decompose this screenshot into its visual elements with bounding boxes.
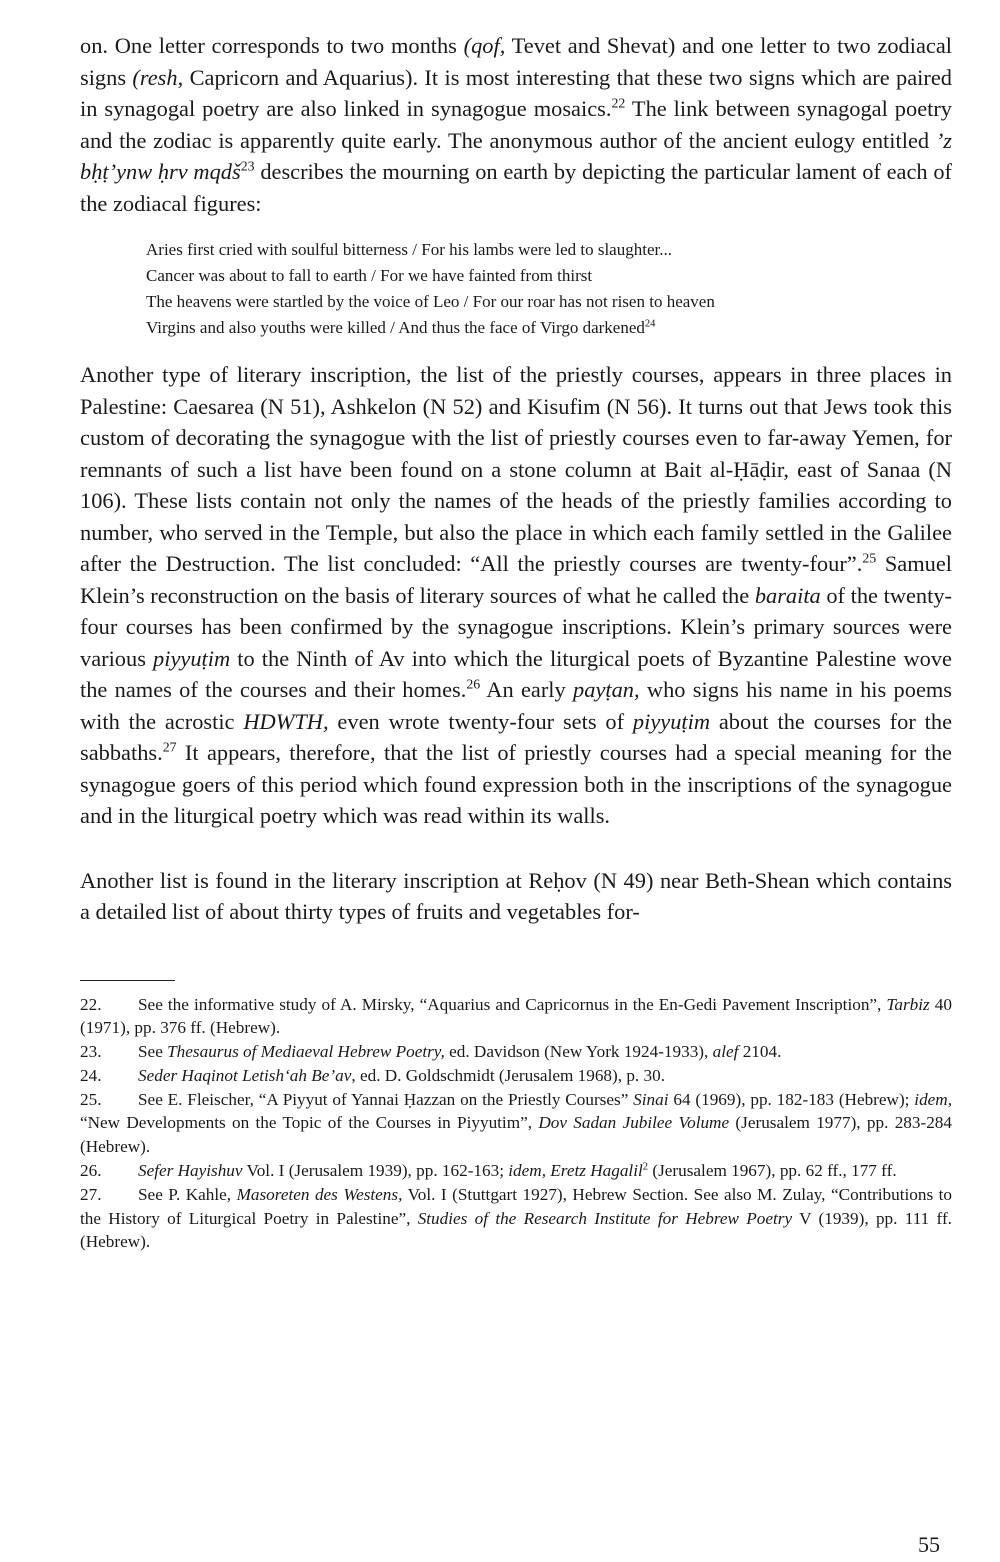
- footnote-24: [80, 1064, 952, 1088]
- footnote-number: 23.: [80, 1042, 102, 1062]
- paragraph-zodiac-poetry: [80, 30, 952, 219]
- text-segment: Another list is found in the literary inscription at Reḥov (N 49) near Beth-Shean which contains a detailed list of about thirty types of fruits and vegetables for-: [80, 867, 952, 924]
- italic-text: idem,: [914, 1089, 953, 1109]
- italic-text: Sinai: [633, 1089, 669, 1109]
- italic-text: idem, Eretz Hagalil: [508, 1161, 643, 1181]
- text-segment: V (1939), pp. 111 ff. (Hebrew).: [80, 1208, 952, 1252]
- footnote-27: [80, 1183, 952, 1254]
- text-segment: Another type of literary inscription, the list of the priestly courses, appears in three places in Palestine: Caesarea (N 51), Ashkelon (N 52) and Kisufim (N 56). It turns out that Jews took this custom of decorating the synagogue with the list of priestly courses even to far-away Yemen, for remnants of such a list have been found on a stone column at Bait al-Ḥāḍir, east of Sanaa (N 106). These lists contain not only the names of the heads of the priestly families according to number, who served in the Temple, but also the place in which each family settled in the Galilee after the Destruction. The list concluded: “All the priestly courses are twenty-four”.: [80, 362, 952, 576]
- poem-line: The heavens were startled by the voice of Leo / For our roar has not risen to heaven: [146, 292, 715, 311]
- footnote-ref: 27: [162, 740, 177, 756]
- text-segment: to the Ninth of Av into which the liturgical poets of Byzantine Palestine wove the names of the courses and their homes.: [80, 645, 952, 702]
- footnote-number: 27.: [80, 1184, 102, 1204]
- text-segment: , ed. D. Goldschmidt (Jerusalem 1968), p. 30.: [351, 1065, 665, 1085]
- italic-text: Masoreten des Westens,: [236, 1184, 403, 1204]
- footnotes: [80, 993, 952, 1255]
- text-segment: on. One letter corresponds to two months: [80, 33, 464, 58]
- paragraph-rehov-inscription: [80, 865, 952, 928]
- poem-line-text: Virgins and also youths were killed / And thus the face of Virgo darkened: [146, 318, 645, 337]
- footnote-26: [80, 1159, 952, 1183]
- text-segment: See: [138, 1042, 168, 1062]
- text-segment: ed. Davidson (New York 1924-1933),: [444, 1042, 713, 1062]
- footnote-ref: 24: [644, 318, 656, 330]
- text-segment: Vol. I (Jerusalem 1939), pp. 162-163;: [242, 1161, 509, 1181]
- text-segment: Capricorn and Aquarius). It is most interesting that these two signs which are paired in synagogal poetry are also linked in synagogue mosaics.: [80, 64, 952, 121]
- italic-text: payṭan,: [573, 677, 640, 702]
- italic-text: (resh,: [132, 64, 184, 90]
- text-segment: See E. Fleischer, “A Piyyut of Yannai Ḥazzan on the Priestly Courses”: [138, 1089, 634, 1109]
- footnote-25: [80, 1088, 952, 1159]
- text-segment: It appears, therefore, that the list of priestly courses had a special meaning for the synagogue goers of this period which found expression both in the inscriptions of the synagogue and in the liturgical poetry which was read within its walls.: [80, 740, 952, 828]
- italic-text: Studies of the Research Institute for Hebrew Poetry: [417, 1208, 793, 1228]
- footnote-ref: 2: [642, 1161, 649, 1173]
- footnote-ref: 22: [611, 96, 626, 112]
- italic-text: HDWTH,: [243, 708, 329, 734]
- italic-text: alef: [712, 1042, 739, 1062]
- text-segment: 40 (1971), pp. 376 ff. (Hebrew).: [80, 994, 952, 1038]
- italic-text: Seder Haqinot Letish‘ah Be’av: [138, 1065, 352, 1085]
- footnote-number: 24.: [80, 1065, 102, 1085]
- poem-quotation: [146, 237, 946, 341]
- text-segment: See P. Kahle,: [138, 1184, 237, 1204]
- text-segment: who signs his name in his poems with the acrostic: [80, 677, 953, 734]
- text-segment: 2104.: [738, 1042, 782, 1062]
- text-segment: about the courses for the sabbaths.: [80, 708, 953, 765]
- text-segment: even wrote twenty-four sets of: [328, 708, 633, 734]
- poem-line: Cancer was about to fall to earth / For we have fainted from thirst: [146, 266, 593, 285]
- poem-line: Aries first cried with soulful bitterness / For his lambs were led to slaughter...: [146, 240, 672, 259]
- footnote-number: 25.: [80, 1089, 102, 1109]
- page-body: [80, 30, 952, 1254]
- text-segment: (Jerusalem 1967), pp. 62 ff., 177 ff.: [648, 1161, 897, 1181]
- footnote-number: 26.: [80, 1161, 102, 1181]
- footnote-23: [80, 1040, 952, 1064]
- italic-text: piyyuṭim: [632, 708, 711, 734]
- italic-text: piyyuṭim: [153, 645, 231, 671]
- text-segment: describes the mourning on earth by depicting the particular lament of each of the zodiacal figures:: [80, 159, 953, 216]
- footnote-divider: [80, 980, 175, 981]
- italic-text: Dov Sadan Jubilee Volume: [538, 1113, 730, 1133]
- footnote-22: [80, 993, 952, 1041]
- italic-text: baraita: [754, 582, 821, 608]
- text-segment: (Jerusalem 1977), pp. 283-284 (Hebrew).: [80, 1113, 952, 1157]
- footnote-ref: 25: [862, 551, 877, 567]
- text-segment: Vol. I (Stuttgart 1927), Hebrew Section. See also M. Zulay, “Contributions to the History of Liturgical Poetry in Palestine”,: [80, 1184, 953, 1228]
- page-number: 55: [918, 1532, 940, 1557]
- text-segment: The link between synagogal poetry and the zodiac is apparently quite early. The anonymous author of the ancient eulogy entitled: [80, 96, 953, 153]
- text-segment: 64 (1969), pp. 182-183 (Hebrew);: [668, 1089, 915, 1109]
- italic-text: Sefer Hayishuv: [138, 1161, 243, 1181]
- paragraph-priestly-courses: [80, 359, 952, 832]
- footnote-ref: 23: [240, 159, 255, 175]
- text-segment: “New Developments on the Topic of the Courses in Piyyutim”,: [80, 1113, 539, 1133]
- text-segment: of the twenty-four courses has been confirmed by the synagogue inscriptions. Klein’s primary sources were various: [80, 582, 952, 671]
- italic-text: ’z bḥṭ’ynw ḥrv mqdš: [80, 127, 952, 184]
- italic-text: Thesaurus of Mediaeval Hebrew Poetry,: [167, 1042, 445, 1062]
- text-segment: An early: [480, 677, 574, 702]
- text-segment: See the informative study of A. Mirsky, “Aquarius and Capricornus in the En-Gedi Pavement Inscription”,: [138, 994, 887, 1014]
- footnote-number: 22.: [80, 994, 102, 1014]
- poem-line: [146, 315, 946, 341]
- text-segment: Tevet and Shevat) and one letter to two zodiacal signs: [80, 33, 952, 90]
- footnote-ref: 26: [466, 677, 481, 693]
- italic-text: Tarbiz: [886, 994, 930, 1014]
- italic-text: (qof,: [463, 33, 506, 58]
- text-segment: Samuel Klein’s reconstruction on the basis of literary sources of what he called the: [80, 551, 952, 608]
